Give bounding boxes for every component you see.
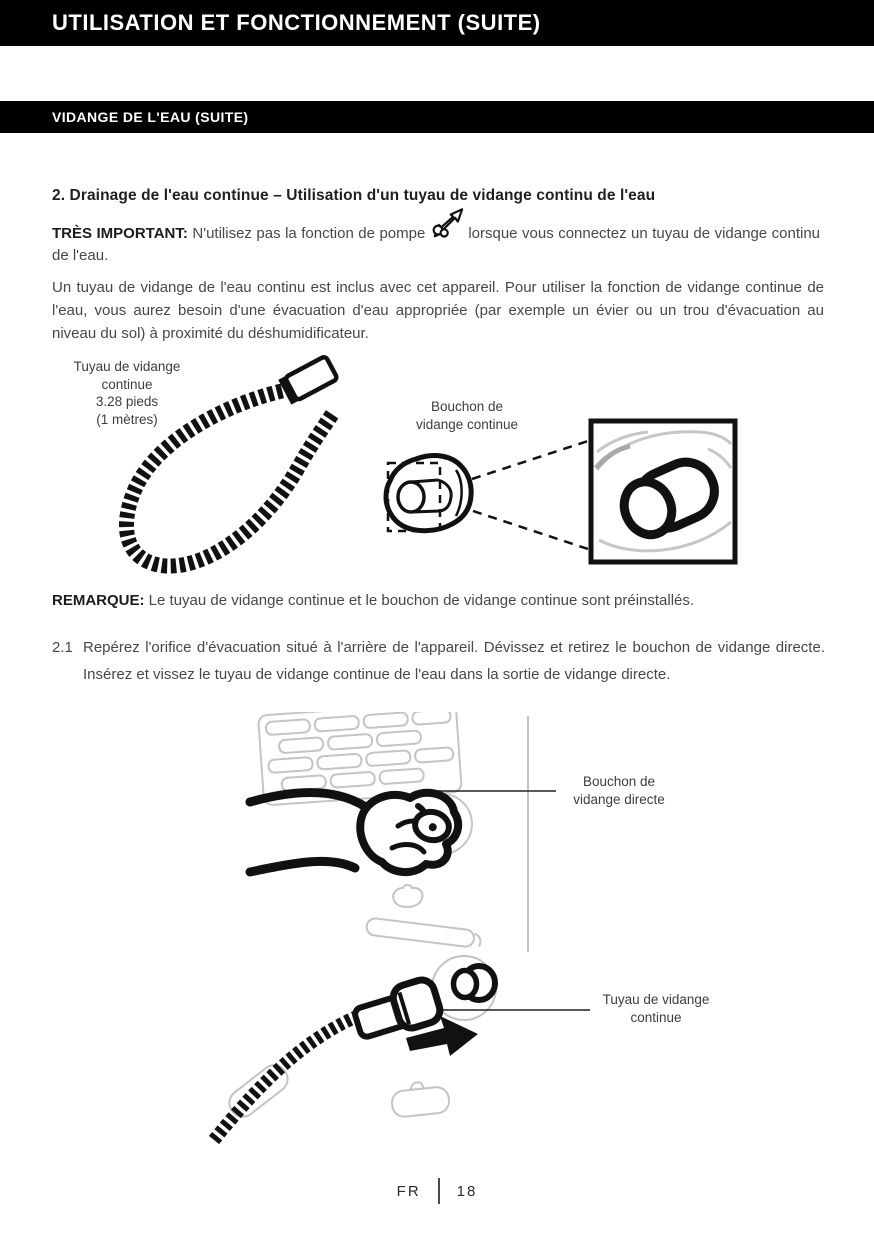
remark-label: REMARQUE: [52, 592, 145, 609]
section-title: VIDANGE DE L'EAU (SUITE) [52, 109, 249, 125]
plug-detail-box [591, 421, 735, 562]
figure2-unit-back-illustration [0, 712, 874, 1152]
page-footer [0, 1176, 874, 1206]
remark-paragraph [52, 590, 842, 612]
section-header-bar [0, 101, 874, 133]
figure2-hose-label-line2: continue [630, 1009, 682, 1025]
page-title: UTILISATION ET FONCTIONNEMENT (SUITE) [52, 10, 541, 35]
plug-drawing [386, 455, 471, 530]
important-text-after: lorsque vous connectez un tuyau de vidange continu de l'eau. [52, 225, 820, 264]
figure2-plug-label-line1: Bouchon de [582, 774, 656, 789]
step-2-1 [52, 634, 825, 688]
page-header-bar [0, 0, 874, 46]
important-paragraph [52, 220, 820, 267]
step-number: 2.1 [52, 639, 73, 656]
figure1-hose-label-line2: continue [101, 376, 153, 392]
figure2-hose-label-line1: Tuyau de vidange [602, 992, 710, 1007]
important-text-before: N'utilisez pas la fonction de pompe [192, 225, 426, 242]
remark-text: Le tuyau de vidange continue et le bouchon de vidange continue sont préinstallés. [148, 592, 695, 609]
footer-page-number: 18 [456, 1182, 478, 1200]
drain-outlet-drawing [454, 966, 496, 1000]
figure1-hose-label-line4: (1 mètres) [96, 411, 158, 427]
figure1-hose-label-line1: Tuyau de vidange [73, 359, 181, 374]
footer-divider [438, 1178, 440, 1204]
figure2-plug-label-line2: vidange directe [573, 791, 665, 807]
unit-cap-outline [393, 885, 422, 907]
footer-language: FR [396, 1182, 421, 1200]
intro-paragraph: Un tuyau de vidange de l'eau continu est inclus avec cet appareil. Pour utiliser la fonction de vidange continue de l'eau, vous aurez besoin d'une évacuation d'eau appropriée (par exemple un évier ou un trou d'évacuation au niveau du sol) à proximité du déshumidificateur. [52, 279, 824, 342]
step-heading: 2. Drainage de l'eau continue – Utilisation d'un tuyau de vidange continu de l'eau [52, 187, 656, 204]
unit-recess-bar [366, 918, 482, 949]
hose2-corrugation [214, 1013, 366, 1140]
figure1-plug-label-line1: Bouchon de [430, 399, 504, 414]
hose-corrugation [126, 389, 333, 566]
figure1-hose-label-line3: 3.28 pieds [95, 394, 159, 409]
figure1-drain-hose-illustration [0, 355, 874, 590]
unit-handle-left [224, 1060, 293, 1122]
pump-icon [430, 220, 464, 238]
important-label: TRÈS IMPORTANT: [52, 225, 188, 242]
figure1-plug-label-line2: vidange continue [415, 416, 519, 432]
zoom-leader-lines [472, 441, 588, 549]
hose-connector [278, 355, 338, 405]
unit-handle-right [390, 1079, 450, 1118]
step-text: Repérez l'orifice d'évacuation situé à l'arrière de l'appareil. Dévissez et retirez le bouchon de vidange directe. Insérez et vissez le tuyau de vidange continue de l'eau dans la sortie de vidange directe. [83, 639, 825, 683]
